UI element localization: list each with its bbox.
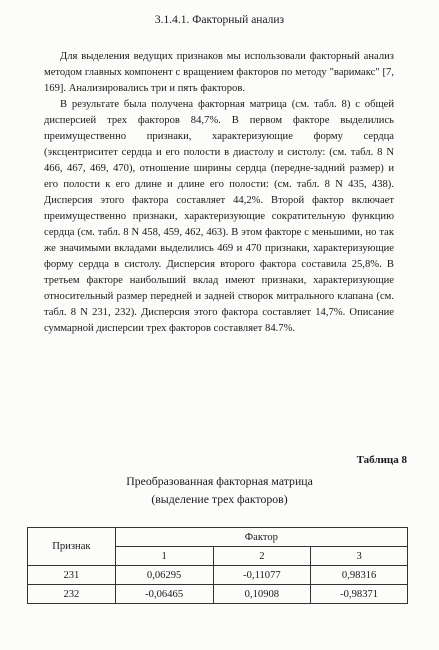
factor-number-1: 1	[115, 547, 213, 566]
table-title: Преобразованная факторная матрица	[126, 474, 313, 488]
table-header-row	[28, 528, 408, 547]
row-value: -0,11077	[213, 566, 311, 585]
table-label: Таблица 8	[356, 454, 407, 466]
paragraph-1: Для выделения ведущих признаков мы использовали факторный анализ методом главных компонент с вращением факторов по методу "варимакс" [7, 169]. Анализировались три и пять факторов.	[44, 51, 394, 94]
row-feature: 232	[28, 585, 116, 604]
header-factor: Фактор	[115, 528, 407, 547]
table-row	[28, 585, 408, 604]
row-value: 0,06295	[115, 566, 213, 585]
factor-matrix-table	[27, 527, 408, 604]
factor-number-3: 3	[311, 547, 408, 566]
row-value: 0,98316	[311, 566, 408, 585]
factor-number-2: 2	[213, 547, 311, 566]
section-title: 3.1.4.1. Факторный анализ	[154, 14, 285, 26]
row-value: -0,06465	[115, 585, 213, 604]
header-feature: Признак	[28, 528, 116, 566]
row-feature: 231	[28, 566, 116, 585]
row-value: 0,10908	[213, 585, 311, 604]
row-value: -0,98371	[311, 585, 408, 604]
table-subtitle: (выделение трех факторов)	[151, 492, 288, 506]
paragraph-2: В результате была получена факторная матрица (см. табл. 8) с общей дисперсией трех факторов 84,7%. В первом факторе выделились преимущественно признаки, характеризующие форму сердца (эксцентриситет сердца и его полости в диастолу и систолу: (см. табл. 8 N 466, 467, 469, 470), отношение ширины сердца (передне-задний размер) и его полости к его длине и длине его полости: (см. табл. 8 N 435, 438). Дисперсия этого фактора составляет 44,2%. Второй фактор включает преимущественно признаки, характеризующие сократительную функцию сердца (см. табл. 8 N 458, 459, 462, 463). В этом факторе с меньшими, но так же значимыми вкладами выделились 469 и 470 признаки, характеризующие форму сердца в систолу. Дисперсия второго фактора составила 25,8%. В третьем факторе наибольший вклад имеют признаки, характеризующие относительный размер передней и задней створок митрального клапана (см. табл. 8 N 231, 232). Дисперсия этого фактора составляет 14,7%. Описание суммарной дисперсии трех факторов составляет 84.7%.	[44, 99, 394, 334]
body-text	[44, 49, 394, 337]
table-row	[28, 566, 408, 585]
